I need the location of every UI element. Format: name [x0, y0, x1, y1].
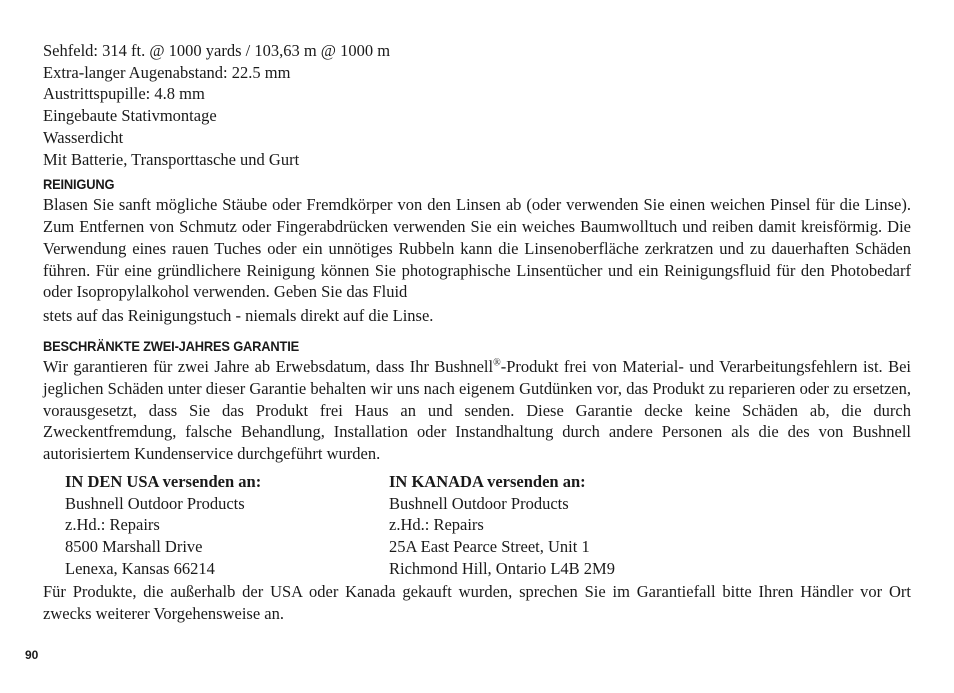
canada-address-line: 25A East Pearce Street, Unit 1 — [389, 537, 590, 557]
registered-mark: ® — [493, 357, 501, 369]
canada-address — [389, 471, 615, 580]
spec-waterproof: Wasserdicht — [43, 127, 124, 147]
usa-address-line: z.Hd.: Repairs — [65, 515, 160, 535]
spec-list — [43, 40, 911, 170]
cleaning-body: Blasen Sie sanft mögliche Stäube oder Fremdkörper von den Linsen ab (oder verwenden Sie einen weichen Pinsel für die Linse). Zum Entfernen von Schmutz oder Fingerabdrücken verwenden Sie ein weiches Baumwolltuch und reiben damit kreisförmig. Die Verwendung eines rauen Tuches oder ein unnötiges Rubbeln kann die Linsenoberfläche zerkratzen und zu dauerhaften Schäden führen. Für eine gründlichere Reinigung können Sie photographische Linsentücher und ein Reinigungsfluid für den Photobedarf oder Isopropylalkohol verwenden. Geben Sie das Fluid — [43, 195, 911, 302]
cleaning-heading: REINIGUNG — [43, 176, 115, 193]
canada-address-line: Bushnell Outdoor Products — [389, 493, 569, 513]
warranty-paragraph — [43, 356, 911, 465]
spec-eye-relief: Extra-langer Augenabstand: 22.5 mm — [43, 62, 291, 82]
usa-address-line: Lenexa, Kansas 66214 — [65, 558, 215, 578]
return-addresses — [43, 471, 911, 581]
cleaning-paragraph — [43, 194, 911, 327]
canada-address-line: z.Hd.: Repairs — [389, 515, 484, 535]
warranty-body-start: Wir garantieren für zwei Jahre ab Erwebsdatum, dass Ihr Bushnell — [43, 357, 494, 376]
spec-accessories: Mit Batterie, Transporttasche und Gurt — [43, 149, 300, 169]
usa-address-line: Bushnell Outdoor Products — [65, 493, 245, 513]
manual-page — [43, 40, 911, 625]
canada-address-heading: IN KANADA versenden an: — [389, 471, 586, 491]
spec-field-of-view: Sehfeld: 314 ft. @ 1000 yards / 103,63 m @ 1000 m — [43, 41, 391, 60]
page-number: 90 — [25, 648, 39, 662]
usa-address-line: 8500 Marshall Drive — [65, 537, 203, 557]
warranty-heading: BESCHRÄNKTE ZWEI-JAHRES GARANTIE — [43, 338, 300, 354]
outside-usa-canada-note: Für Produkte, die außerhalb der USA oder Kanada gekauft wurden, sprechen Sie im Garantiefall bitte Ihren Händler vor Ort zwecks weiterer Vorgehensweise an. — [43, 581, 911, 623]
warranty-body-rest: -Produkt frei von Material- und Verarbeitungsfehlern ist. Bei jeglichen Schäden unter dieser Garantie behalten wir uns nach eigenem Gutdünken vor, das Produkt zu reparieren oder zu ersetzen, vorausgesetzt, dass Sie das Produkt frei Haus an und senden. Diese Garantie decke keine Schäden ab, die durch Zweckentfremdung, falsche Behandlung, Installation oder Instandhaltung durch andere Personen als die des von Bushnell autorisiertem Kundenservice durchgeführt wurden. — [43, 357, 912, 464]
usa-address — [65, 471, 261, 580]
spec-exit-pupil: Austrittspupille: 4.8 mm — [43, 84, 205, 104]
canada-address-line: Richmond Hill, Ontario L4B 2M9 — [389, 558, 615, 578]
usa-address-heading: IN DEN USA versenden an: — [65, 471, 262, 491]
spec-tripod-mount: Eingebaute Stativmontage — [43, 106, 217, 126]
cleaning-body-last-line: stets auf das Reinigungstuch - niemals direkt auf die Linse. — [43, 306, 434, 326]
